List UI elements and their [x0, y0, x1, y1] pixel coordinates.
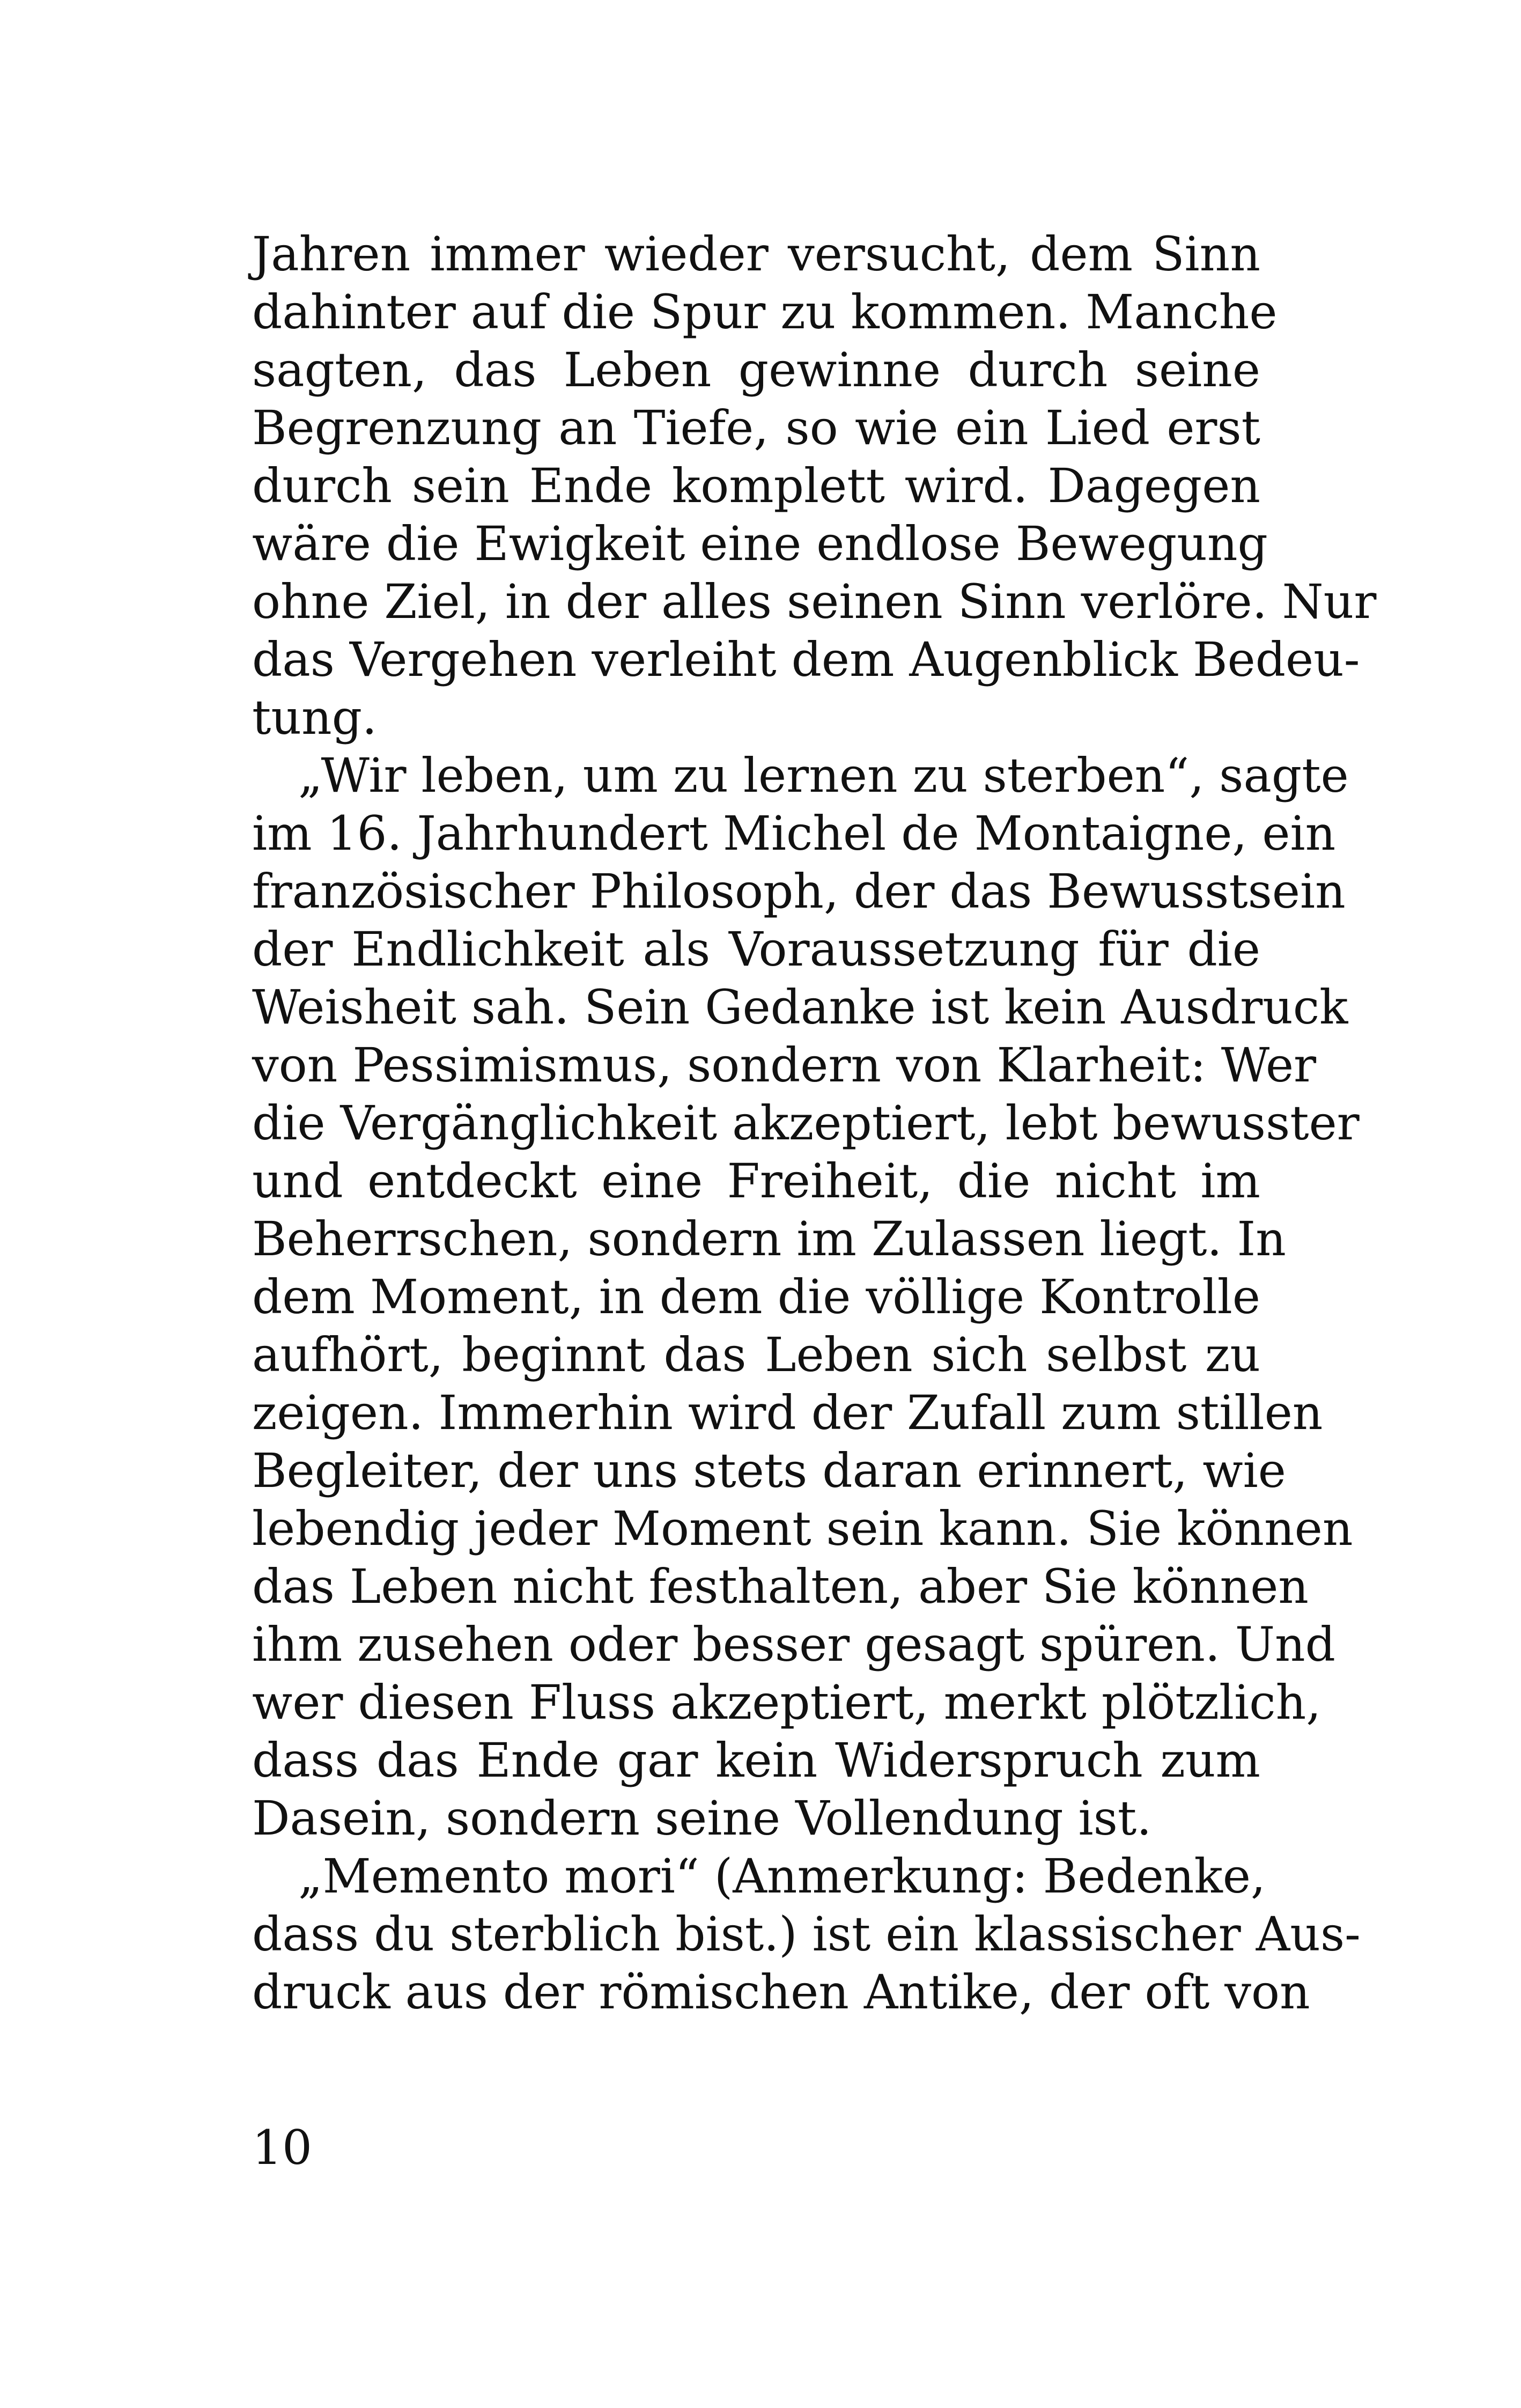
text-line: Jahren immer wieder versucht, dem Sinn — [252, 226, 1260, 282]
text-line: lebendig jeder Moment sein kann. Sie können — [252, 1501, 1353, 1556]
text-line: druck aus der römischen Antike, der oft von — [252, 1964, 1310, 2020]
text-line: Dasein, sondern seine Vollendung ist. — [252, 1791, 1152, 1846]
text-line: „Wir leben, um zu lernen zu sterben“, sagte — [298, 748, 1349, 803]
text-line: französischer Philosoph, der das Bewusstsein — [252, 864, 1346, 919]
text-line: die Vergänglichkeit akzeptiert, lebt bewusster — [252, 1095, 1360, 1151]
body-text — [252, 225, 1377, 2021]
text-line: Begleiter, der uns stets daran erinnert, wie — [252, 1443, 1286, 1498]
text-line: das Leben nicht festhalten, aber Sie können — [252, 1559, 1309, 1614]
text-line: dass das Ende gar kein Widerspruch zum — [252, 1733, 1260, 1788]
text-line: der Endlichkeit als Voraussetzung für die — [252, 922, 1260, 977]
text-line: ihm zusehen oder besser gesagt spüren. Und — [252, 1617, 1336, 1672]
text-line: Beherrschen, sondern im Zulassen liegt. In — [252, 1211, 1286, 1266]
text-line: durch sein Ende komplett wird. Dagegen — [252, 458, 1260, 513]
text-line: sagten, das Leben gewinne durch seine — [252, 342, 1260, 397]
text-line: aufhört, beginnt das Leben sich selbst zu — [252, 1327, 1260, 1382]
text-line: dass du sterblich bist.) ist ein klassischer Aus- — [252, 1906, 1361, 1962]
text-line: wer diesen Fluss akzeptiert, merkt plötzlich, — [252, 1675, 1321, 1730]
text-line: das Vergehen verleiht dem Augenblick Bedeu- — [252, 632, 1360, 687]
text-line: „Memento mori“ (Anmerkung: Bedenke, — [298, 1849, 1266, 1904]
text-line: dahinter auf die Spur zu kommen. Manche — [252, 284, 1278, 340]
page-number: 10 — [252, 2120, 312, 2175]
text-line: Weisheit sah. Sein Gedanke ist kein Ausdruck — [252, 980, 1348, 1035]
text-line: Begrenzung an Tiefe, so wie ein Lied erst — [252, 400, 1260, 455]
text-line: von Pessimismus, sondern von Klarheit: Wer — [252, 1037, 1317, 1093]
text-line: tung. — [252, 690, 378, 745]
text-line: und entdeckt eine Freiheit, die nicht im — [252, 1153, 1260, 1209]
text-line: dem Moment, in dem die völlige Kontrolle — [252, 1269, 1260, 1324]
text-line: zeigen. Immerhin wird der Zufall zum stillen — [252, 1385, 1323, 1440]
text-line: im 16. Jahrhundert Michel de Montaigne, ein — [252, 806, 1336, 861]
text-line: wäre die Ewigkeit eine endlose Bewegung — [252, 516, 1268, 571]
text-line: ohne Ziel, in der alles seinen Sinn verlöre. Nur — [252, 574, 1377, 629]
